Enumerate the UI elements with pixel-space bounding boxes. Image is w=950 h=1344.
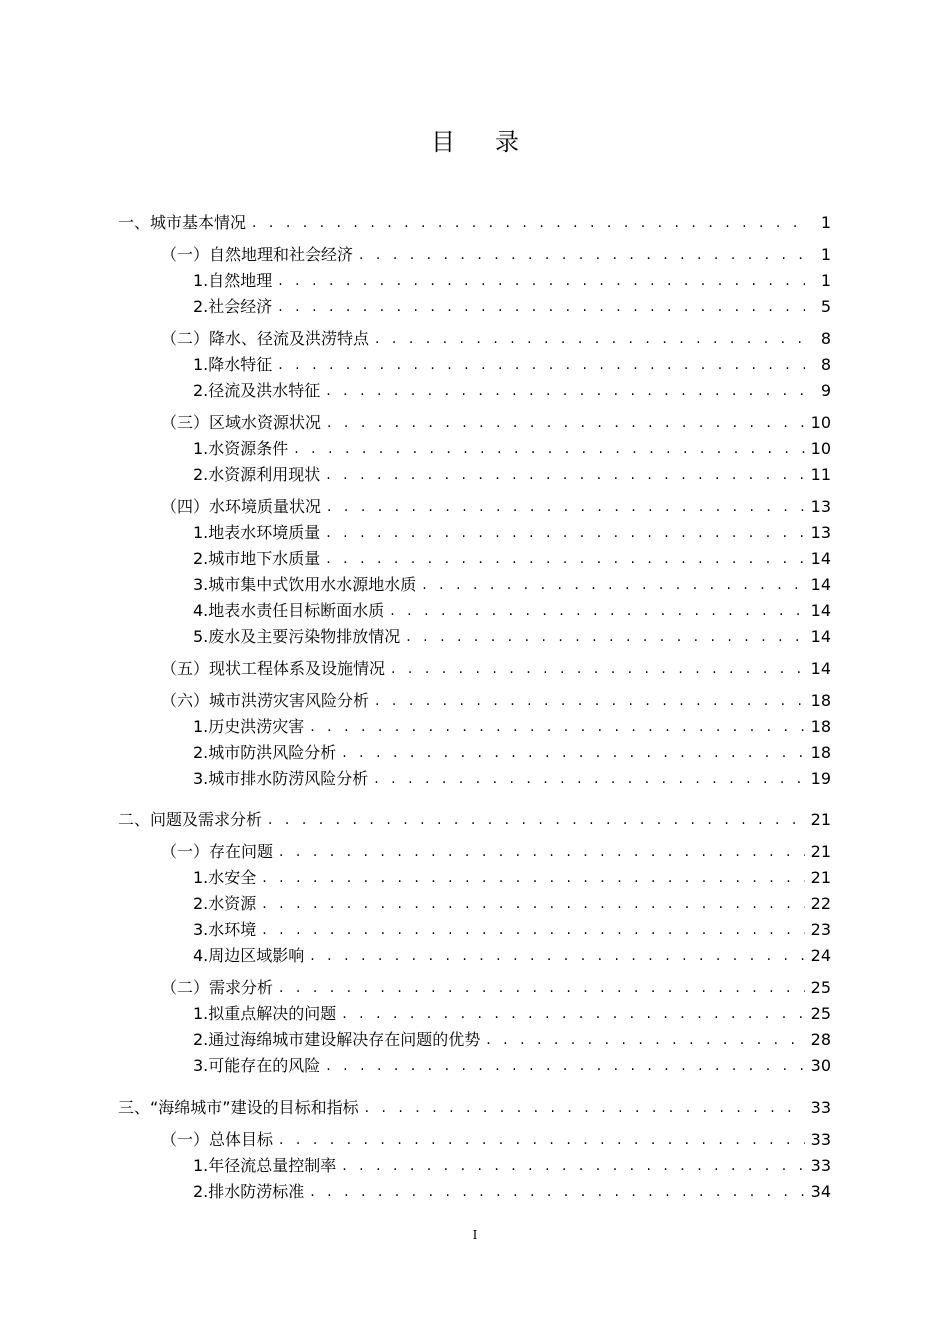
toc-entry-label: 3.城市排水防涝风险分析 (193, 769, 369, 788)
toc-page-number: 24 (810, 946, 831, 965)
toc-leader (278, 297, 805, 317)
toc-entry[interactable] (193, 862, 831, 888)
toc-leader (278, 271, 805, 291)
toc-entry[interactable] (193, 595, 831, 621)
toc-leader (310, 1182, 804, 1202)
toc-leader (365, 1098, 805, 1118)
toc-leader (279, 978, 805, 998)
toc-page-number: 25 (810, 978, 831, 997)
toc-entry-label: 2.水资源 (193, 894, 257, 913)
toc-page-number: 8 (820, 355, 831, 374)
toc-entry-label: 2.排水防涝标准 (193, 1182, 305, 1201)
toc-leader (326, 549, 804, 569)
toc-entry[interactable] (193, 940, 831, 966)
toc-leader (310, 946, 804, 966)
toc-entry[interactable] (161, 1124, 831, 1150)
toc-entry-label: 二、问题及需求分析 (118, 810, 263, 829)
toc-page-number: 10 (810, 413, 831, 432)
toc-entry[interactable] (193, 433, 831, 459)
toc-page-number: 28 (810, 1030, 831, 1049)
toc-page-number: 1 (820, 271, 831, 290)
toc-page-number: 14 (810, 627, 831, 646)
toc-entry-label: 4.周边区域影响 (193, 946, 305, 965)
toc-page-number: 14 (810, 549, 831, 568)
toc-leader (278, 355, 805, 375)
toc-leader (294, 439, 804, 459)
toc-leader (268, 810, 805, 830)
toc-entry[interactable] (193, 1024, 831, 1050)
toc-entry[interactable] (193, 1150, 831, 1176)
toc-page-number: 14 (810, 601, 831, 620)
toc-leader (279, 1130, 805, 1150)
toc-entry[interactable] (193, 1050, 831, 1076)
toc-entry[interactable] (118, 1092, 831, 1118)
toc-page-number: 18 (810, 691, 831, 710)
toc-leader (422, 575, 804, 595)
toc-entry[interactable] (193, 888, 831, 914)
toc-entry-label: 2.通过海绵城市建设解决存在问题的优势 (193, 1030, 481, 1049)
page-number-footer: I (472, 1228, 478, 1242)
toc-entry-label: 3.城市集中式饮用水水源地水质 (193, 575, 417, 594)
toc-page-number: 5 (820, 297, 831, 316)
toc-entry[interactable] (193, 265, 831, 291)
toc-page-number: 33 (810, 1130, 831, 1149)
toc-entry-label: 三、“海绵城市”建设的目标和指标 (118, 1098, 359, 1117)
toc-page-number: 33 (810, 1156, 831, 1175)
toc-entry-label: （二）降水、径流及洪涝特点 (161, 329, 370, 348)
toc-page-number: 18 (810, 743, 831, 762)
toc-leader (252, 213, 805, 233)
toc-page-number: 10 (810, 439, 831, 458)
toc-leader (279, 842, 805, 862)
toc-leader (342, 1004, 804, 1024)
toc-entry[interactable] (193, 459, 831, 485)
toc-leader (327, 413, 805, 433)
toc-entry-label: （二）需求分析 (161, 978, 274, 997)
toc-leader (342, 743, 804, 763)
toc-entry[interactable] (161, 323, 831, 349)
toc-leader (342, 1156, 804, 1176)
toc-entry-label: （五）现状工程体系及设施情况 (161, 659, 386, 678)
toc-entry[interactable] (193, 621, 831, 647)
toc-page-number: 34 (810, 1182, 831, 1201)
toc-page-number: 30 (810, 1056, 831, 1075)
toc-page-number: 9 (820, 381, 831, 400)
toc-entry[interactable] (193, 1176, 831, 1202)
toc-page-number: 21 (810, 842, 831, 861)
toc-entry[interactable] (161, 491, 831, 517)
toc-leader (326, 523, 804, 543)
toc-entry[interactable] (193, 711, 831, 737)
toc-page-number: 23 (810, 920, 831, 939)
toc-entry[interactable] (161, 407, 831, 433)
toc-leader (326, 381, 805, 401)
toc-entry-label: 3.水环境 (193, 920, 257, 939)
toc-entry[interactable] (161, 836, 831, 862)
toc-entry-label: 1.水安全 (193, 868, 257, 887)
toc-entry-label: （一）自然地理和社会经济 (161, 245, 354, 264)
toc-page-number: 33 (810, 1098, 831, 1117)
toc-entry-label: 1.水资源条件 (193, 439, 289, 458)
toc-entry[interactable] (193, 291, 831, 317)
toc-leader (390, 601, 804, 621)
toc-entry-label: 3.可能存在的风险 (193, 1056, 321, 1075)
toc-entry-label: 2.城市防洪风险分析 (193, 743, 337, 762)
toc-entry-label: 1.地表水环境质量 (193, 523, 321, 542)
toc-leader (262, 894, 804, 914)
toc-page-number: 8 (820, 329, 831, 348)
toc-entry[interactable] (161, 685, 831, 711)
toc-page-number: 13 (810, 523, 831, 542)
toc-page-number: 18 (810, 717, 831, 736)
toc-leader (486, 1030, 804, 1050)
toc-entry-label: 1.历史洪涝灾害 (193, 717, 305, 736)
toc-leader (326, 465, 804, 485)
toc-entry-label: （四）水环境质量状况 (161, 497, 322, 516)
toc-page-number: 19 (810, 769, 831, 788)
toc-entry[interactable] (193, 914, 831, 940)
toc-leader (391, 659, 805, 679)
toc-entry-label: 1.拟重点解决的问题 (193, 1004, 337, 1023)
toc-leader (359, 245, 805, 265)
toc-leader (375, 691, 805, 711)
toc-entry[interactable] (193, 569, 831, 595)
toc-page-number: 13 (810, 497, 831, 516)
toc-page-number: 21 (810, 868, 831, 887)
toc-entry-label: 5.废水及主要污染物排放情况 (193, 627, 401, 646)
toc-entry-label: 2.城市地下水质量 (193, 549, 321, 568)
toc-page-number: 11 (810, 465, 831, 484)
toc-page-number: 1 (820, 245, 831, 264)
toc-entry[interactable] (193, 349, 831, 375)
toc-page-number: 25 (810, 1004, 831, 1023)
toc-page-number: 21 (810, 810, 831, 829)
toc-entry[interactable] (193, 375, 831, 401)
toc-entry-label: 1.年径流总量控制率 (193, 1156, 337, 1175)
toc-page-number: 14 (810, 575, 831, 594)
toc-entry-label: 2.社会经济 (193, 297, 273, 316)
toc-entry-label: 4.地表水责任目标断面水质 (193, 601, 385, 620)
toc-entry-label: 1.降水特征 (193, 355, 273, 374)
toc-entry-label: （六）城市洪涝灾害风险分析 (161, 691, 370, 710)
toc-entry[interactable] (193, 543, 831, 569)
toc-leader (375, 329, 805, 349)
toc-entry[interactable] (118, 804, 831, 830)
toc-leader (262, 920, 804, 940)
toc-page-number: 1 (820, 213, 831, 232)
toc-entry-label: （一）存在问题 (161, 842, 274, 861)
toc-leader (262, 868, 804, 888)
toc-entry-label: 1.自然地理 (193, 271, 273, 290)
toc-entry[interactable] (193, 998, 831, 1024)
toc-entry[interactable] (193, 517, 831, 543)
page-title: 目录 (431, 128, 559, 156)
toc-leader (310, 717, 804, 737)
toc-entry-label: 2.水资源利用现状 (193, 465, 321, 484)
toc-leader (406, 627, 804, 647)
toc-leader (374, 769, 804, 789)
toc-entry[interactable] (161, 972, 831, 998)
toc-entry-label: （一）总体目标 (161, 1130, 274, 1149)
toc-entry-label: 一、城市基本情况 (118, 213, 247, 232)
toc-entry-label: （三）区域水资源状况 (161, 413, 322, 432)
toc-page-number: 22 (810, 894, 831, 913)
toc-entry[interactable] (193, 737, 831, 763)
toc-leader (327, 497, 805, 517)
toc-entry[interactable] (193, 763, 831, 789)
toc-leader (326, 1056, 804, 1076)
toc-entry[interactable] (161, 239, 831, 265)
toc-entry[interactable] (161, 653, 831, 679)
toc-page-number: 14 (810, 659, 831, 678)
toc-entry-label: 2.径流及洪水特征 (193, 381, 321, 400)
toc-entry[interactable] (118, 207, 831, 233)
